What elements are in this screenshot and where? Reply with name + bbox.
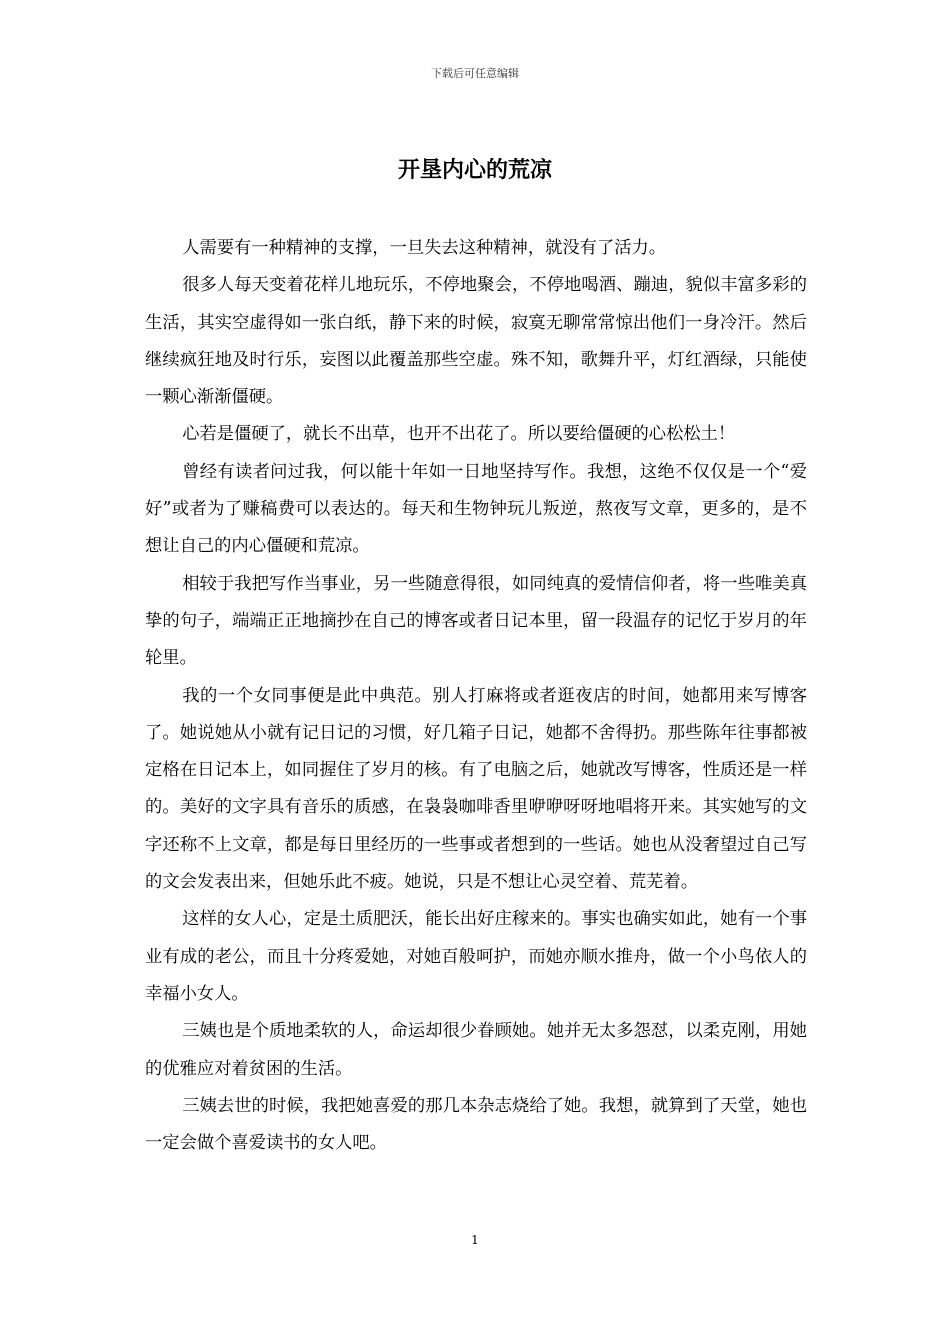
page-header-note: 下载后可任意编辑 xyxy=(431,67,519,80)
paragraph-5: 相较于我把写作当事业，另一些随意得很，如同纯真的爱情信仰者，将一些唯美真挚的句子，端端正正地摘抄在自己的博客或者日记本里，留一段温存的记忆于岁月的年轮里。 xyxy=(145,573,807,669)
paragraph-4: 曾经有读者问过我，何以能十年如一日地坚持写作。我想，这绝不仅仅是一个“爱好”或者为了赚稿费可以表达的。每天和生物钟玩儿叛逆，熬夜写文章，更多的，是不想让自己的内心僵硬和荒凉。 xyxy=(145,461,807,557)
page-number: 1 xyxy=(471,1233,479,1247)
paragraph-8: 三姨也是个质地柔软的人，命运却很少眷顾她。她并无太多怨怼，以柔克刚，用她的优雅应对着贫困的生活。 xyxy=(145,1021,807,1079)
document-body xyxy=(145,230,807,1162)
paragraph-6: 我的一个女同事便是此中典范。别人打麻将或者逛夜店的时间，她都用来写博客了。她说她从小就有记日记的习惯，好几箱子日记，她都不舍得扔。那些陈年往事都被定格在日记本上，如同握住了岁月的核。有了电脑之后，她就改写博客，性质还是一样的。美好的文字具有音乐的质感，在袅袅咖啡香里咿咿呀呀地唱将开来。其实她写的文字还称不上文章，都是每日里经历的一些事或者想到的一些话。她也从没奢望过自己写的文会发表出来，但她乐此不疲。她说，只是不想让心灵空着、荒芜着。 xyxy=(145,685,807,893)
paragraph-9: 三姨去世的时候，我把她喜爱的那几本杂志烧给了她。我想，就算到了天堂，她也一定会做个喜爱读书的女人吧。 xyxy=(145,1095,807,1154)
paragraph-1: 人需要有一种精神的支撑，一旦失去这种精神，就没有了活力。 xyxy=(182,238,667,258)
paragraph-7: 这样的女人心，定是土质肥沃，能长出好庄稼来的。事实也确实如此，她有一个事业有成的老公，而且十分疼爱她，对她百般呵护，而她亦顺水推舟，做一个小鸟依人的幸福小女人。 xyxy=(145,909,807,1004)
document-title: 开垦内心的荒凉 xyxy=(397,157,552,183)
paragraph-3: 心若是僵硬了，就长不出草，也开不出花了。所以要给僵硬的心松松土！ xyxy=(182,424,736,445)
paragraph-2: 很多人每天变着花样儿地玩乐，不停地聚会，不停地喝酒、蹦迪，貌似丰富多彩的生活，其实空虚得如一张白纸，静下来的时候，寂寞无聊常常惊出他们一身冷汗。然后继续疯狂地及时行乐，妄图以此覆盖那些空虚。殊不知，歌舞升平，灯红酒绿，只能使一颗心渐渐僵硬。 xyxy=(145,275,807,408)
